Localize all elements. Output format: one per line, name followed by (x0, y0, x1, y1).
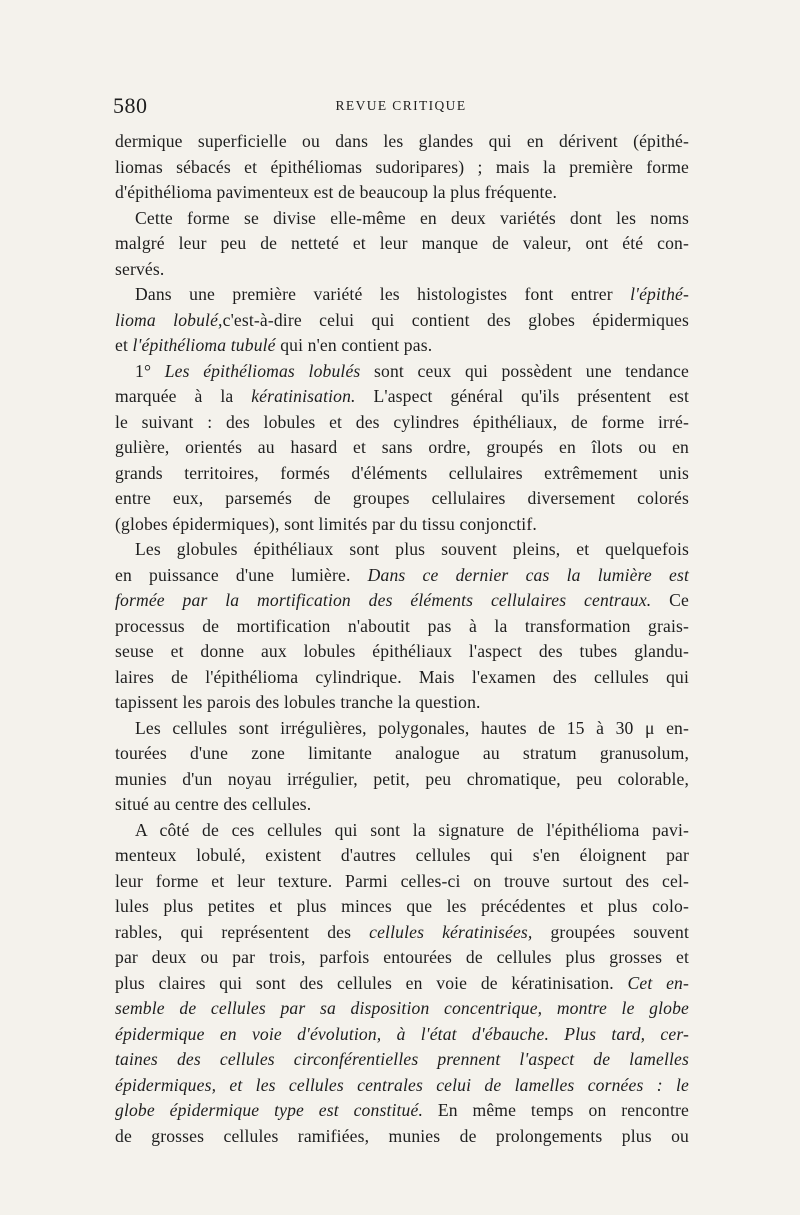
text-run: liomas sébacés et épithéliomas sudoripares) ; mais la première forme (115, 156, 689, 177)
italic-text: épidermiques, et les cellules centrales celui de lamelles cornées : le (115, 1074, 689, 1095)
text-run: Les cellules sont irrégulières, polygonales, hautes de 15 à 30 μ en- (135, 717, 689, 738)
text-run: Dans une première variété les histologistes font entrer (135, 284, 631, 304)
italic-text: taines des cellules circonférentielles prennent l'aspect de lamelles (115, 1049, 689, 1069)
text-line (115, 1073, 689, 1099)
text-run: c'est-à-dire celui qui contient des globes épidermiques (222, 309, 689, 330)
text-line (115, 996, 689, 1022)
text-line (115, 1022, 689, 1048)
text-line (115, 639, 689, 665)
text-line (115, 563, 689, 589)
text-line (115, 792, 689, 818)
text-run: grands territoires, formés d'éléments cellulaires extrêmement unis (115, 462, 689, 483)
text-run: sont ceux qui possèdent une tendance (360, 360, 689, 381)
text-line (115, 869, 689, 895)
page-number: 580 (113, 93, 148, 118)
text-line (115, 588, 689, 614)
text-run: laires de l'épithélioma cylindrique. Mais l'examen des cellules qui (115, 666, 689, 687)
text-run: par deux ou par trois, parfois entourées de cellules plus grosses et (115, 947, 689, 967)
text-run: lules plus petites et plus minces que les précédentes et plus colo- (115, 896, 689, 916)
text-run: qui n'en contient pas. (275, 335, 433, 355)
text-line (115, 461, 689, 487)
italic-text: Dans ce dernier cas la lumière est (367, 564, 689, 585)
text-run: le suivant : des lobules et des cylindres épithéliaux, de forme irré- (115, 411, 689, 432)
text-run: leur forme et leur texture. Parmi celles-ci on trouve surtout des cel- (115, 870, 689, 891)
text-line (115, 843, 689, 869)
text-run: plus claires qui sont des cellules en voie de kératinisation. (115, 972, 628, 993)
text-line (115, 206, 689, 232)
text-run: servés. (115, 258, 165, 279)
text-run: tourées d'une zone limitante analogue au stratum granusolum, (115, 743, 689, 763)
text-line (115, 486, 689, 512)
italic-text: semble de cellules par sa disposition concentrique, montre le globe (115, 998, 689, 1018)
text-line (115, 512, 689, 538)
text-line (115, 741, 689, 767)
italic-text: formée par la mortification des éléments cellulaires centraux. (115, 590, 652, 610)
italic-text: l'épithé- (630, 284, 689, 304)
text-line (115, 333, 689, 359)
text-line (115, 257, 689, 283)
text-run: gulière, orientés au hasard et sans ordre, groupés en îlots ou en (115, 437, 689, 457)
text-run: menteux lobulé, existent d'autres cellules qui s'en éloignent par (115, 845, 689, 865)
text-run: A côté de ces cellules qui sont la signature de l'épithélioma pavi- (135, 819, 689, 840)
italic-text: Cet en- (627, 972, 689, 993)
text-run: Ce (651, 590, 689, 610)
text-line (115, 971, 689, 997)
text-line (115, 308, 689, 334)
text-line (115, 1098, 689, 1124)
text-line (115, 614, 689, 640)
text-line (115, 410, 689, 436)
text-run: marquée à la (115, 386, 252, 406)
text-line (115, 359, 689, 385)
italic-text: globe épidermique type est constitué. (115, 1100, 424, 1120)
text-run: seuse et donne aux lobules épithéliaux l'aspect des tubes glandu- (115, 641, 689, 661)
text-line (115, 282, 689, 308)
text-run: rables, qui représentent des (115, 921, 370, 942)
text-run: tapissent les parois des lobules tranche la question. (115, 692, 481, 712)
text-run: et (115, 335, 133, 355)
text-run: munies d'un noyau irrégulier, petit, peu chromatique, peu colorable, (115, 768, 689, 789)
text-line (115, 231, 689, 257)
text-line (115, 716, 689, 742)
text-line (115, 945, 689, 971)
running-title: REVUE CRITIQUE (335, 98, 467, 113)
text-run: Cette forme se divise elle-même en deux variétés dont les noms (135, 207, 689, 228)
text-run: processus de mortification n'aboutit pas à la transformation grais- (115, 615, 689, 636)
text-line (115, 818, 689, 844)
text-run: L'aspect général qu'ils présentent est (355, 386, 689, 406)
text-line (115, 665, 689, 691)
text-run: situé au centre des cellules. (115, 794, 312, 814)
text-line (115, 129, 689, 155)
text-line (115, 767, 689, 793)
text-run: d'épithélioma pavimenteux est de beaucoup la plus fréquente. (115, 182, 558, 202)
italic-text: cellules kératinisées, (369, 921, 533, 942)
text-run: 1° (135, 360, 165, 381)
text-line (115, 690, 689, 716)
italic-text: l'épithélioma tubulé (132, 335, 276, 355)
text-run: en puissance d'une lumière. (115, 564, 368, 585)
text-line (115, 1047, 689, 1073)
text-line (115, 1124, 689, 1150)
text-line (115, 435, 689, 461)
page-header (113, 93, 689, 123)
text-line (115, 894, 689, 920)
text-run: de grosses cellules ramifiées, munies de prolongements plus ou (115, 1125, 689, 1146)
text-run: (globes épidermiques), sont limités par du tissu conjonctif. (115, 513, 537, 534)
italic-text: lioma lobulé, (115, 309, 223, 330)
text-line (115, 384, 689, 410)
text-run: entre eux, parsemés de groupes cellulaires diversement colorés (115, 488, 689, 508)
text-run: dermique superficielle ou dans les glandes qui en dérivent (épithé- (115, 131, 689, 151)
text-run: En même temps on rencontre (423, 1100, 689, 1120)
text-line (115, 537, 689, 563)
text-line (115, 180, 689, 206)
italic-text: épidermique en voie d'évolution, à l'état d'ébauche. Plus tard, cer- (115, 1023, 689, 1044)
text-line (115, 920, 689, 946)
italic-text: kératinisation. (251, 386, 356, 406)
body-text (115, 129, 689, 1149)
text-line (115, 155, 689, 181)
text-run: Les globules épithéliaux sont plus souvent pleins, et quelquefois (135, 539, 689, 559)
text-run: malgré leur peu de netteté et leur manque de valeur, ont été con- (115, 233, 689, 253)
italic-text: Les épithéliomas lobulés (164, 360, 361, 381)
text-run: groupées souvent (532, 921, 689, 942)
